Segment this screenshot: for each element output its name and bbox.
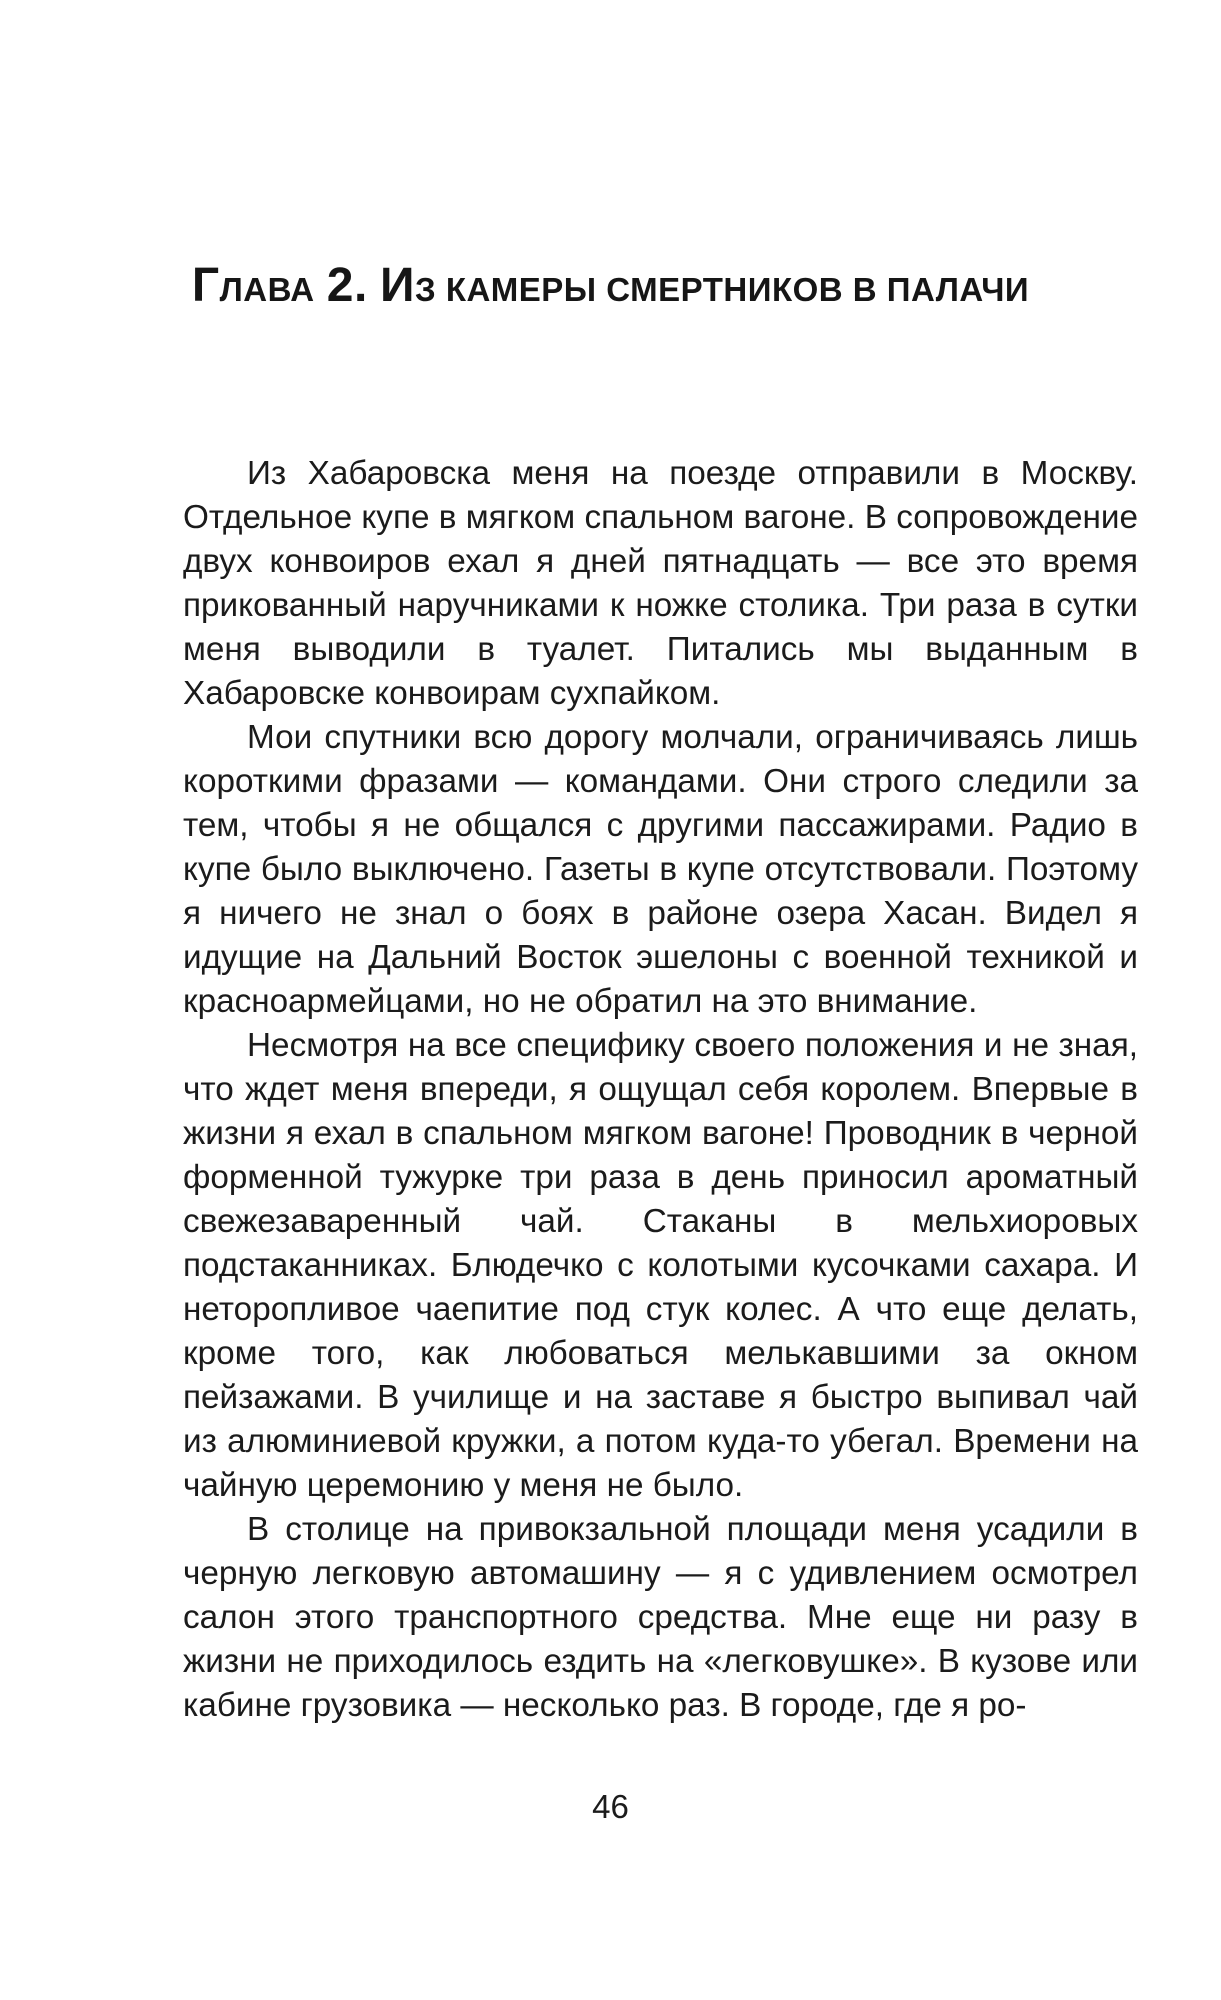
body-text — [183, 452, 1138, 1728]
paragraph: Из Хабаровска меня на поезде отправили в Москву. Отдельное купе в мягком спальном вагоне. В сопровождение двух конвоиров ехал я дней пятнадцать — все это время прикованный наручниками к ножке столика. Три раза в сутки меня выводили в туалет. Питались мы выданным в Хабаровске конвоирам сухпайком. — [183, 455, 1138, 712]
paragraph: Мои спутники всю дорогу молчали, ограничиваясь лишь короткими фразами — командами. Они строго следили за тем, чтобы я не общался с другими пассажирами. Радио в купе было выключено. Газеты в купе отсутствовали. Поэтому я ничего не знал о боях в районе озера Хасан. Видел я идущие на Дальний Восток эшелоны с военной техникой и красноармейцами, но не обратил на это внимание. — [183, 719, 1138, 1020]
chapter-title — [0, 259, 1221, 312]
chapter-title-rest: З КАМЕРЫ СМЕРТНИКОВ В ПАЛАЧИ — [414, 271, 1030, 308]
page-number: 46 — [592, 1788, 629, 1825]
paragraph: В столице на привокзальной площади меня усадили в черную легковую автомашину — я с удивлением осмотрел салон этого транспортного средства. Мне еще ни разу в жизни не приходилось ездить на «легковушке». В кузове или кабине грузовика — несколько раз. В городе, где я ро- — [183, 1511, 1138, 1724]
chapter-label-rest: ЛАВА — [219, 271, 315, 308]
chapter-label-initial: Г — [191, 259, 220, 312]
chapter-number: 2. — [326, 259, 368, 312]
paragraph: Несмотря на все специфику своего положения и не зная, что ждет меня впереди, я ощущал себя королем. Впервые в жизни я ехал в спальном мягком вагоне! Проводник в черной форменной тужурке три раза в день приносил ароматный свежезаваренный чай. Стаканы в мельхиоровых подстаканниках. Блюдечко с колотыми кусочками сахара. И неторопливое чаепитие под стук колес. А что еще делать, кроме того, как любоваться мелькавшими за окном пейзажами. В училище и на заставе я быстро выпивал чай из алюминиевой кружки, а потом куда-то убегал. Времени на чайную церемонию у меня не было. — [183, 1027, 1138, 1504]
chapter-title-initial: И — [379, 259, 415, 312]
